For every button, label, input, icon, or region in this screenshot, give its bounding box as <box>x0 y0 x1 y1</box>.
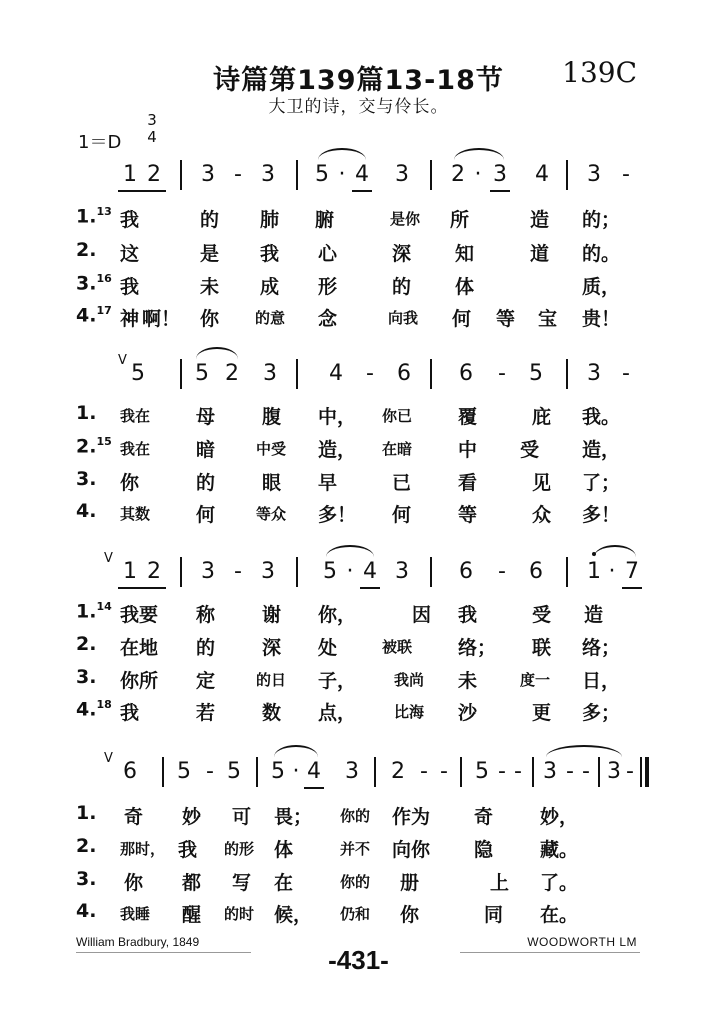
lyric: 成 <box>260 276 280 298</box>
note: 3 <box>587 361 601 386</box>
lyric: 啊！ <box>142 308 181 330</box>
note: 3 <box>587 162 601 187</box>
lyric: 络； <box>458 637 497 659</box>
key-signature: 1＝D <box>78 132 122 153</box>
lyric: 腑 <box>315 209 335 231</box>
verse-ref: 16 <box>96 272 112 285</box>
dot: · <box>292 759 300 784</box>
verse-ref: 15 <box>96 435 112 448</box>
final-barline-thin <box>640 757 642 787</box>
lyric: 向我 <box>388 309 419 327</box>
lyric: 奇 <box>124 806 144 828</box>
lyric: 点， <box>318 702 357 724</box>
dash: - <box>234 559 242 584</box>
lyric: 未 <box>200 276 220 298</box>
lyric: 知 <box>455 243 475 265</box>
note: 3 <box>201 162 215 187</box>
dash: - <box>582 759 590 784</box>
note: 2 <box>147 559 161 584</box>
lyric: 我 <box>120 209 140 231</box>
beam <box>118 190 166 192</box>
lyric: 的时 <box>224 905 255 923</box>
verse-ref: 13 <box>96 205 112 218</box>
breath-mark: V <box>118 353 127 368</box>
lyric: 日， <box>582 670 621 692</box>
lyric: 我 <box>120 702 140 724</box>
note: 2 <box>451 162 465 187</box>
lyric: 我。 <box>582 406 621 428</box>
lyric: 众 <box>532 504 552 526</box>
barline <box>566 359 568 389</box>
lyric: 我睡 <box>120 905 151 923</box>
note: 6 <box>397 361 411 386</box>
dash: - <box>622 361 630 386</box>
lyric: 隐 <box>474 839 494 861</box>
lyric: 形 <box>318 276 338 298</box>
note: 4 <box>329 361 343 386</box>
lyric: 在。 <box>540 904 579 926</box>
lyric: 我 <box>458 604 478 626</box>
verse-number: 4. <box>76 500 97 522</box>
verse-line <box>0 466 717 496</box>
lyric: 等 <box>458 504 478 526</box>
note: 1 <box>587 559 601 584</box>
note: 5 <box>323 559 337 584</box>
note: 3 <box>395 162 409 187</box>
barline <box>180 557 182 587</box>
note: 5 <box>131 361 145 386</box>
barline <box>430 557 432 587</box>
slur <box>454 148 504 160</box>
note: 2 <box>147 162 161 187</box>
note: 3 <box>263 361 277 386</box>
lyric: 体 <box>274 839 294 861</box>
lyric: 定 <box>196 670 216 692</box>
lyric: 我 <box>178 839 198 861</box>
dot: · <box>346 559 354 584</box>
time-signature-bottom: 4 <box>147 128 157 146</box>
barline <box>256 757 258 787</box>
lyric: 造， <box>582 439 621 461</box>
verse-line <box>0 866 717 896</box>
lyric: 暗 <box>196 439 216 461</box>
lyric: 都 <box>182 872 202 894</box>
verse-line <box>0 664 717 694</box>
verse-label: 1. <box>76 600 97 623</box>
lyric: 母 <box>196 406 216 428</box>
final-barline-thick <box>645 757 649 787</box>
lyric: 见 <box>532 472 552 494</box>
verse-line <box>0 800 717 830</box>
lyric: 早 <box>318 472 338 494</box>
verse-number: 3. <box>76 868 97 890</box>
note: 1 <box>123 162 137 187</box>
beam <box>118 587 166 589</box>
lyric: 何 <box>392 504 412 526</box>
hymn-number: 139C <box>562 56 637 89</box>
verse-line <box>0 598 717 628</box>
beam <box>304 787 324 789</box>
barline <box>296 160 298 190</box>
barline <box>460 757 462 787</box>
verse-label: 2. <box>76 435 97 458</box>
lyric: 念 <box>318 308 338 330</box>
tie <box>546 745 622 757</box>
slur <box>196 347 238 359</box>
verse-number: 3. <box>76 468 97 490</box>
verse-line <box>0 696 717 726</box>
verse-line <box>0 270 717 300</box>
hymn-subtitle: 大卫的诗，交与伶长。 <box>268 97 449 117</box>
note: 3 <box>261 162 275 187</box>
lyric: 是你 <box>390 210 421 228</box>
barline <box>430 160 432 190</box>
verse-number: 2. <box>76 633 97 655</box>
note: 4 <box>307 759 321 784</box>
note: 3 <box>201 559 215 584</box>
note: 6 <box>123 759 137 784</box>
beam <box>490 190 510 192</box>
verse-number <box>76 698 112 720</box>
barline <box>162 757 164 787</box>
lyric: 眼 <box>262 472 282 494</box>
lyric: 藏。 <box>540 839 579 861</box>
breath-mark: V <box>104 751 113 766</box>
beam <box>360 587 380 589</box>
lyric: 谢 <box>262 604 282 626</box>
verse-line <box>0 237 717 267</box>
lyric: 子， <box>318 670 357 692</box>
lyric: 的 <box>196 637 216 659</box>
dash: - <box>498 559 506 584</box>
barline <box>430 359 432 389</box>
note: 5 <box>315 162 329 187</box>
barline <box>532 757 534 787</box>
verse-number <box>76 600 112 622</box>
lyric: 在暗 <box>382 440 413 458</box>
lyric: 受 <box>532 604 552 626</box>
dot: · <box>608 559 616 584</box>
note: 4 <box>355 162 369 187</box>
note: 6 <box>459 361 473 386</box>
barline <box>180 160 182 190</box>
verse-ref: 18 <box>96 698 112 711</box>
lyric: 畏； <box>274 806 313 828</box>
lyric: 处 <box>318 637 338 659</box>
lyric: 等 <box>496 308 516 330</box>
lyric: 妙 <box>182 806 202 828</box>
lyric: 神 <box>120 308 140 330</box>
verse-line <box>0 203 717 233</box>
lyric: 造 <box>584 604 604 626</box>
lyric: 造 <box>530 209 550 231</box>
verse-line <box>0 833 717 863</box>
lyric: 中， <box>318 406 357 428</box>
lyric: 的 <box>200 209 220 231</box>
verse-number: 2. <box>76 835 97 857</box>
note: 3 <box>345 759 359 784</box>
note: 5 <box>177 759 191 784</box>
lyric: 深 <box>262 637 282 659</box>
lyric: 道 <box>530 243 550 265</box>
lyric: 的意 <box>255 309 286 327</box>
lyric: 同 <box>484 904 504 926</box>
lyric: 看 <box>458 472 478 494</box>
verse-number <box>76 435 112 457</box>
note: 1 <box>123 559 137 584</box>
lyric: 你 <box>124 872 144 894</box>
music-line-4 <box>0 751 717 795</box>
lyric: 已 <box>392 472 412 494</box>
verse-number: 2. <box>76 239 97 261</box>
lyric: 了。 <box>540 872 579 894</box>
lyric: 中受 <box>256 440 287 458</box>
slur <box>594 545 636 557</box>
lyric: 了； <box>582 472 621 494</box>
lyric: 我 <box>260 243 280 265</box>
lyric: 造， <box>318 439 357 461</box>
lyric: 你的 <box>340 873 371 891</box>
verse-label: 4. <box>76 304 97 327</box>
slur <box>318 148 366 160</box>
note: 3 <box>493 162 507 187</box>
lyric: 质， <box>582 276 621 298</box>
lyric: 覆 <box>458 406 478 428</box>
note: 3 <box>261 559 275 584</box>
lyric: 未 <box>458 670 478 692</box>
lyric: 你已 <box>382 407 413 425</box>
barline <box>374 757 376 787</box>
lyric: 庇 <box>532 406 552 428</box>
verse-number <box>76 205 112 227</box>
lyric: 中 <box>458 439 478 461</box>
verse-label: 1. <box>76 205 97 228</box>
lyric: 你的 <box>340 807 371 825</box>
lyric: 那时， <box>120 840 166 858</box>
lyric: 等众 <box>256 505 287 523</box>
lyric: 因 <box>412 604 432 626</box>
lyric: 数 <box>262 702 282 724</box>
lyric: 我在 <box>120 407 151 425</box>
lyric: 你所 <box>120 670 159 692</box>
verse-number <box>76 304 112 326</box>
lyric: 更 <box>532 702 552 724</box>
barline <box>180 359 182 389</box>
barline <box>598 757 600 787</box>
lyric: 我要 <box>120 604 159 626</box>
lyric: 写 <box>232 872 252 894</box>
lyric: 的形 <box>224 840 255 858</box>
note: 4 <box>363 559 377 584</box>
lyric: 我尚 <box>394 671 425 689</box>
lyric: 腹 <box>262 406 282 428</box>
lyric: 你， <box>318 604 357 626</box>
verse-ref: 17 <box>96 304 112 317</box>
lyric: 醒 <box>182 904 202 926</box>
verse-number: 3. <box>76 666 97 688</box>
verse-label: 3. <box>76 272 97 295</box>
note: 5 <box>475 759 489 784</box>
lyric: 何 <box>452 308 472 330</box>
note: 2 <box>225 361 239 386</box>
dot: · <box>338 162 346 187</box>
time-signature <box>146 112 158 146</box>
dash: - <box>420 759 428 784</box>
note: 3 <box>395 559 409 584</box>
lyric: 的。 <box>582 243 621 265</box>
barline <box>296 359 298 389</box>
time-signature-top: 3 <box>147 111 157 129</box>
lyric: 宝 <box>538 308 558 330</box>
verse-number <box>76 272 112 294</box>
dash: - <box>622 162 630 187</box>
lyric: 可 <box>232 806 252 828</box>
beam <box>622 587 642 589</box>
verse-line <box>0 898 717 928</box>
note: 7 <box>625 559 639 584</box>
dot: · <box>474 162 482 187</box>
lyric: 册 <box>400 872 420 894</box>
page-number: -431- <box>328 945 389 975</box>
lyric: 比海 <box>394 703 425 721</box>
lyric: 若 <box>196 702 216 724</box>
note: 5 <box>529 361 543 386</box>
dash: - <box>440 759 448 784</box>
lyric: 我在 <box>120 440 151 458</box>
barline <box>566 160 568 190</box>
lyric: 向你 <box>392 839 431 861</box>
lyric: 其数 <box>120 505 151 523</box>
verse-ref: 14 <box>96 600 112 613</box>
dash: - <box>626 759 634 784</box>
lyric: 多； <box>582 702 621 724</box>
verse-line <box>0 498 717 528</box>
barline <box>296 557 298 587</box>
lyric: 被联 <box>382 638 413 656</box>
lyric: 上 <box>490 872 510 894</box>
lyric: 候， <box>274 904 313 926</box>
lyric: 肺 <box>260 209 280 231</box>
music-line-2 <box>0 353 717 397</box>
dash: - <box>498 759 506 784</box>
lyric: 多！ <box>582 504 621 526</box>
breath-mark: V <box>104 551 113 566</box>
lyric: 度一 <box>520 671 551 689</box>
lyric: 心 <box>318 243 338 265</box>
note: 6 <box>529 559 543 584</box>
slur <box>274 745 318 757</box>
lyric: 的日 <box>256 671 287 689</box>
note: 3 <box>607 759 621 784</box>
dash: - <box>498 361 506 386</box>
lyric: 仍和 <box>340 905 371 923</box>
lyric: 的 <box>392 276 412 298</box>
note: 3 <box>543 759 557 784</box>
lyric: 沙 <box>458 702 478 724</box>
verse-number: 4. <box>76 900 97 922</box>
lyric: 并不 <box>340 840 371 858</box>
lyric: 这 <box>120 243 140 265</box>
lyric: 你 <box>400 904 420 926</box>
lyric: 称 <box>196 604 216 626</box>
lyric: 多！ <box>318 504 357 526</box>
lyric: 妙， <box>540 806 579 828</box>
lyric: 奇 <box>474 806 494 828</box>
note: 5 <box>195 361 209 386</box>
dash: - <box>234 162 242 187</box>
lyric: 贵！ <box>582 308 621 330</box>
lyric: 的 <box>196 472 216 494</box>
lyric: 在 <box>274 872 294 894</box>
lyric: 络； <box>582 637 621 659</box>
music-line-1 <box>0 158 717 198</box>
tune-name: WOODWORTH LM <box>527 935 637 949</box>
verse-number: 1. <box>76 802 97 824</box>
verse-line <box>0 400 717 430</box>
dash: - <box>206 759 214 784</box>
verse-number: 1. <box>76 402 97 424</box>
lyric: 在地 <box>120 637 159 659</box>
lyric: 你 <box>120 472 140 494</box>
verse-line <box>0 631 717 661</box>
verse-line <box>0 433 717 463</box>
lyric: 你 <box>200 308 220 330</box>
verse-line <box>0 302 717 332</box>
lyric: 是 <box>200 243 220 265</box>
lyric: 我 <box>120 276 140 298</box>
note: 4 <box>535 162 549 187</box>
note: 5 <box>271 759 285 784</box>
lyric: 的； <box>582 209 621 231</box>
verse-label: 4. <box>76 698 97 721</box>
music-line-3 <box>0 551 717 595</box>
lyric: 深 <box>392 243 412 265</box>
dash: - <box>514 759 522 784</box>
note: 6 <box>459 559 473 584</box>
note: 2 <box>391 759 405 784</box>
lyric: 联 <box>532 637 552 659</box>
lyric: 体 <box>455 276 475 298</box>
lyric: 所 <box>450 209 470 231</box>
note: 5 <box>227 759 241 784</box>
lyric: 受 <box>520 439 540 461</box>
slur <box>326 545 374 557</box>
beam <box>352 190 372 192</box>
dash: - <box>566 759 574 784</box>
lyric: 作为 <box>392 806 431 828</box>
lyric: 何 <box>196 504 216 526</box>
hymn-title: 诗篇第139篇13-18节 <box>213 65 504 96</box>
barline <box>566 557 568 587</box>
dash: - <box>366 361 374 386</box>
composer-credit: William Bradbury, 1849 <box>76 935 200 949</box>
